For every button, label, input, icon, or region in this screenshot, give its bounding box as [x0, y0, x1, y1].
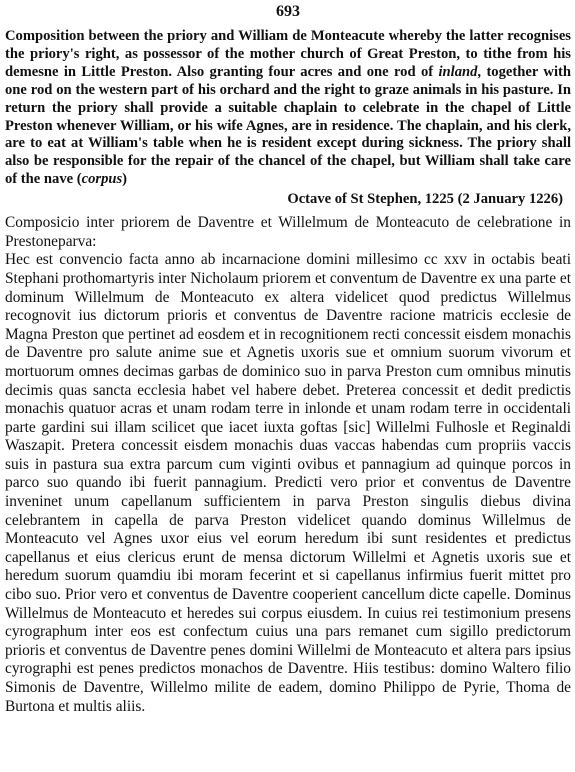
latin-transcription: Hec est convencio facta anno ab incarnacione domini millesimo cc xxv in octabis beati Stephani prothomartyris inter Nicholaum priorem et conventum de Daventre ex una parte et dominum Willelmum de Monteacuto ex altera videlicet quod predictus Willelmus recognovit ius dictorum prioris et conventus de Daventre racione matricis ecclesie de Magna Preston que pertinet ad eosdem et in recognitionem recti concessit eisdem monachis de Daventre pro salute anime sue et Agnetis uxoris sue et omnium suorum vivorum et mortuorum omnes decimas garbas de dominico suo in parva Preston cum omnibus minutis decimis quas sancta ecclesia habet vel habere debet. Preterea concessit et dedit predictis monachis quatuor acras et unam rodam terre in inlonde et unam rodam terre in occidentali parte gardini sui illam scilicet que iacet iuxta goftas [sic] Willelmi Fulhosle et Reginaldi Waszapit. Pretera concessit eisdem monachis duas vaccas habendas cum propriis vaccis suis in pastura sua extra parcum cum viginti ovibus et pannagium ad quinque porcos in parco suo quando ibi fuerit pannagium. Predicti vero prior et conventus de Daventre inveninet unum capellanum sufficientem in parva Preston singulis diebus divina celebrantem in capella de parva Preston videlicet quando dominus Willelmus de Monteacuto vel Agnes uxor eius vel eorum heredum ibi sunt residentes et predictus capellanus et eius clericus erunt de mensa dictorum Willelmi et Agnetis uxoris sue et heredum suorum quamdiu ibi moram fecerint et si capellanus infirmius fuerit mittet pro cibo suo. Prior vero et conventus de Daventre cooperient cancellum dicte capelle. Dominus Willelmus de Monteacuto et heredes sui corpus eiusdem. In cuius rei testimonium presens cyrographum inter eos est confectum cuius una pars remanet cum sigillo predictorum prioris et conventus de Daventre penes domini Willelmi de Monteacuto et altera pars ipsius cyrographi est penes predictos monachos de Daventre. Hiis testibus: domino Waltero filio Simonis de Daventre, Willelmo milite de eadem, domino Philippo de Pyrie, Thoma de Burtona et multis aliis.: [5, 251, 571, 715]
summary-italic-inland: inland: [438, 63, 478, 80]
document-date: Octave of St Stephen, 1225 (2 January 1226): [287, 191, 563, 208]
summary-text-2: , together with one rod on the western part of his orchard and the right to graze animals in his pasture. In return the priory shall provide a suitable chaplain to celebrate in the chapel of Little Preston whenever William, or his wife Agnes, are in residence. The chaplain, and his clerk, are to eat at William's table when he is resident except during sickness. The priory shall also be responsible for the repair of the chancel of the chapel, but William shall take care of the nave (: [5, 63, 571, 188]
english-summary: [5, 28, 571, 189]
latin-heading: Composicio inter priorem de Daventre et Willelmum de Monteacuto de celebratione in Prestoneparva:: [5, 214, 571, 250]
page-number: 693: [276, 3, 300, 20]
summary-text-1: Composition between the priory and William de Monteacute whereby the latter recognises the priory's right, as possessor of the mother church of Great Preston, to tithe from his demesne in Little Preston. Also granting four acres and one rod of: [5, 28, 571, 80]
summary-italic-corpus: corpus: [81, 171, 123, 188]
summary-text-3: ): [122, 171, 128, 188]
